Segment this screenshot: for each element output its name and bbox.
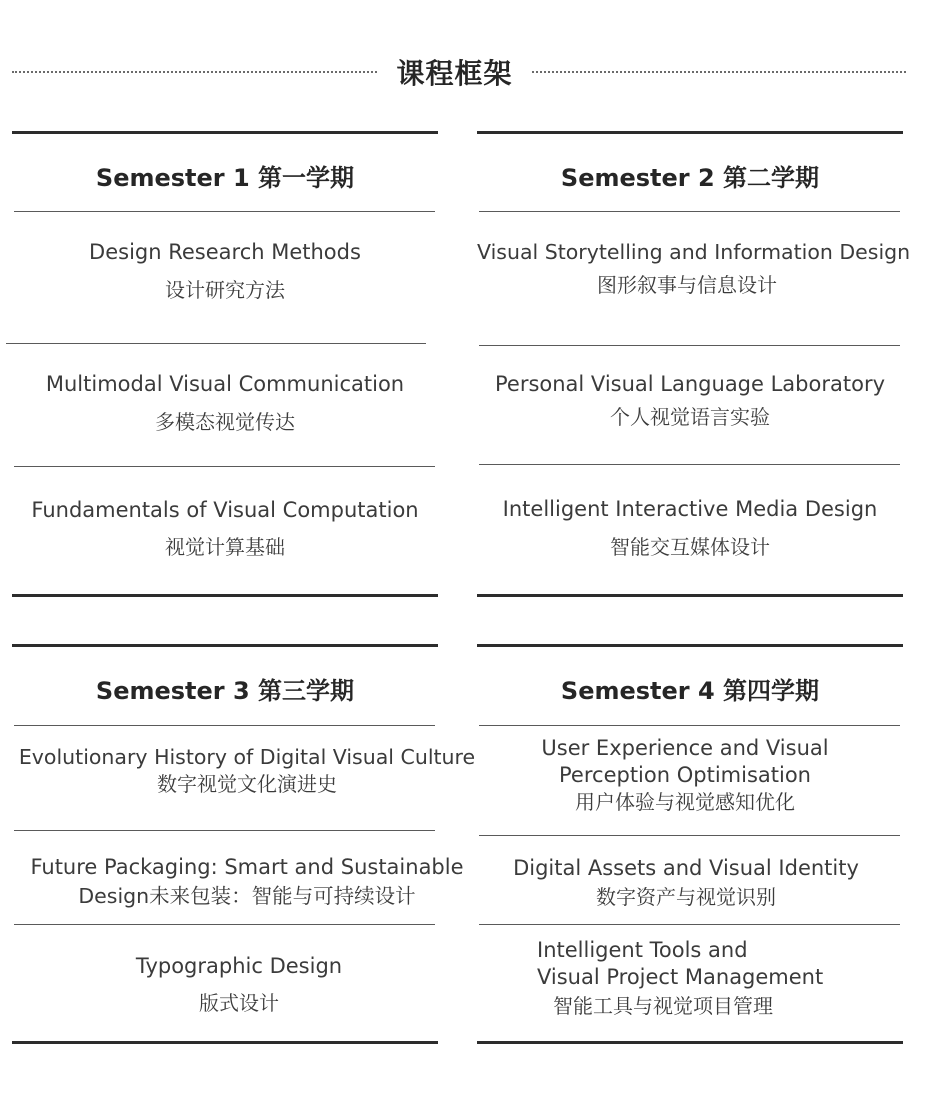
course-name-en-continued: Perception Optimisation [559,763,811,787]
course-item [12,854,482,910]
divider [479,211,900,212]
course-name-zh: 智能工具与视觉项目管理 [553,994,773,1018]
course-name-en: User Experience and Visual [541,736,829,760]
course-name-en: Intelligent Tools and [537,938,748,962]
course-name-en: Design Research Methods [89,240,361,264]
top-rule [477,131,903,134]
divider [14,466,435,467]
course-name-zh: 用户体验与视觉感知优化 [575,790,795,814]
dotted-divider-right [532,71,906,73]
divider [14,211,435,212]
course-name-en: Intelligent Interactive Media Design [502,497,878,521]
course-name-zh: 多模态视觉传达 [155,410,295,434]
divider [14,725,435,726]
divider [6,343,426,344]
course-item [477,371,903,431]
course-name-en: Typographic Design [135,954,343,978]
semester-2-block [477,131,911,601]
divider [479,345,900,346]
course-item [477,496,903,561]
course-name-zh: 智能交互媒体设计 [610,535,770,559]
semester-3-block [12,644,476,1049]
course-name-en: Future Packaging: Smart and Sustainable [30,855,464,879]
course-name-zh: 个人视觉语言实验 [610,405,770,429]
course-item [12,371,438,436]
course-name-zh: 图形叙事与信息设计 [597,273,777,297]
course-name-en: Fundamentals of Visual Computation [31,498,419,522]
course-name-zh: 视觉计算基础 [165,535,285,559]
course-item [12,744,482,798]
course-name-en: Multimodal Visual Communication [45,372,405,396]
section-title: 课程框架 [396,57,513,90]
top-rule [12,644,438,647]
divider [14,924,435,925]
course-item [537,937,867,1020]
semester-title: Semester 1 第一学期 [95,164,355,192]
top-rule [12,131,438,134]
course-name-zh: 版式设计 [199,991,279,1015]
course-name-zh: 数字资产与视觉识别 [596,885,776,909]
bottom-rule [12,594,438,597]
bottom-rule [12,1041,438,1044]
semester-title: Semester 2 第二学期 [560,164,820,192]
course-name-en: Evolutionary History of Digital Visual Culture [18,745,476,769]
top-rule [477,644,903,647]
course-item [12,497,438,561]
bottom-rule [477,594,903,597]
dotted-divider-left [12,71,377,73]
course-name-zh: 数字视觉文化演进史 [157,772,337,796]
divider [479,464,900,465]
course-name-en: Personal Visual Language Laboratory [494,372,886,396]
semester-title: Semester 3 第三学期 [95,677,355,705]
semester-1-block [12,131,438,601]
bottom-rule [477,1041,903,1044]
course-item [477,735,893,816]
divider [479,924,900,925]
semester-title: Semester 4 第四学期 [560,677,820,705]
divider [479,835,900,836]
course-name-zh: 设计研究方法 [165,278,285,302]
section-header [12,48,906,96]
course-item [12,239,438,304]
course-name-en-continued: Design未来包装：智能与可持续设计 [78,884,416,908]
divider [14,830,435,831]
course-item [477,239,911,299]
course-item [26,953,452,1017]
semester-4-block [477,644,903,1049]
course-name-en: Digital Assets and Visual Identity [513,856,859,880]
course-name-en-continued: Visual Project Management [537,965,824,989]
course-name-en: Visual Storytelling and Information Design [477,240,911,264]
divider [479,725,900,726]
course-item [477,855,895,911]
